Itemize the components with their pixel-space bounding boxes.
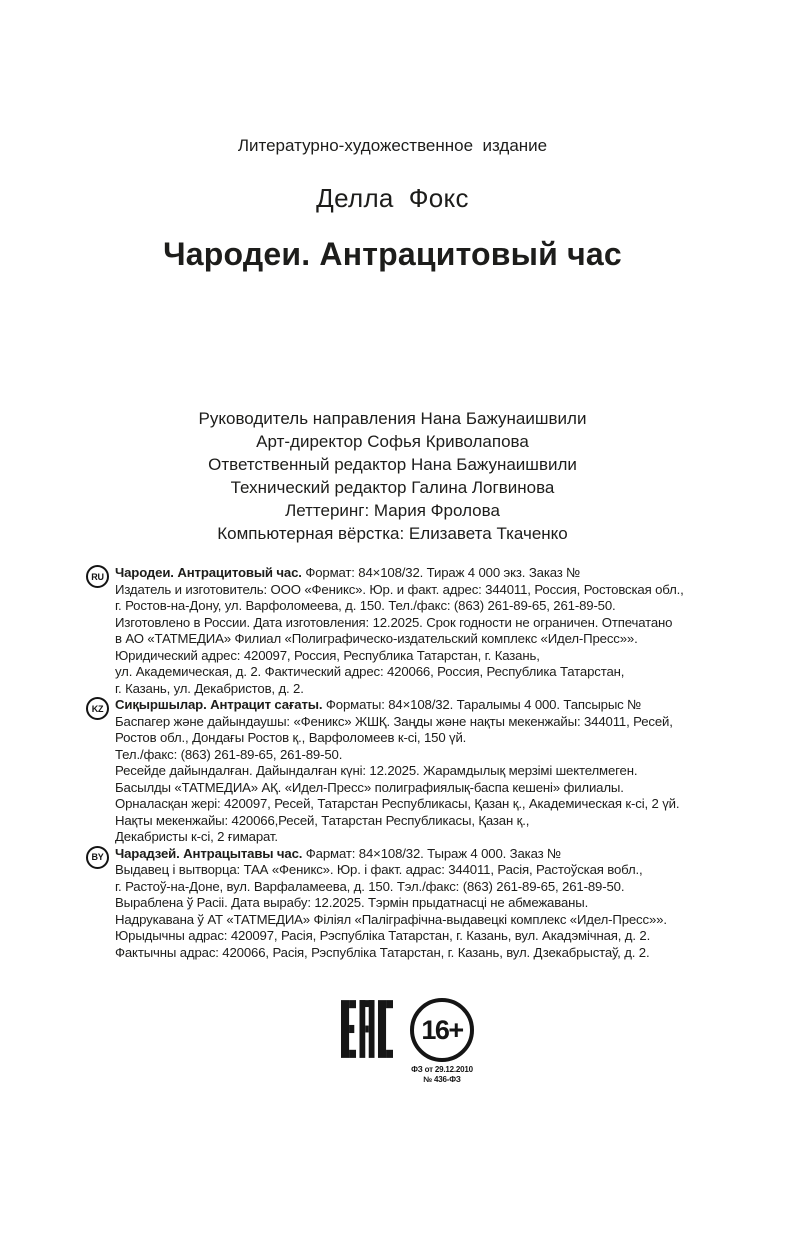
text-line: Компьютерная вёрстка: Елизавета Ткаченко	[217, 524, 568, 543]
text-line: Фактычны адрас: 420066, Расія, Рэспубліка Татарстан, г. Казань, вул. Дзекабрыстаў, д. 2.	[115, 944, 650, 960]
imprint-title-kz: Сиқыршылар. Антрацит сағаты.	[115, 697, 323, 712]
imprint-lines-by	[115, 862, 667, 961]
imprint-section-by	[86, 846, 785, 962]
text-line: Ответственный редактор Нана Бажунаишвили	[208, 455, 577, 474]
age-rating-law-reference	[411, 1065, 473, 1084]
age-rating-group	[410, 998, 474, 1084]
edition-type-label: Литературно-художественное издание	[237, 136, 548, 155]
imprint-text-by	[115, 846, 667, 962]
text-line: Выдавец і вытворца: ТАА «Феникс». Юр. і факт. адрас: 344011, Расія, Растоўская вобл.,	[115, 862, 643, 877]
by-country-mark-icon: BY	[86, 846, 109, 869]
text-line: Леттеринг: Мария Фролова	[285, 501, 500, 520]
text-line: Руководитель направления Нана Бажунаишвили	[198, 409, 587, 428]
credits-list	[0, 407, 785, 545]
ru-country-mark-icon: RU	[86, 565, 109, 588]
text-line: ул. Академическая, д. 2. Фактический адрес: 420066, Россия, Республика Татарстан,	[115, 664, 625, 679]
text-line: Декабристы к-сі, 2 ғимарат.	[115, 829, 278, 844]
text-line: г. Ростов-на-Дону, ул. Варфоломеева, д. 150. Тел./факс: (863) 261-89-65, 261-89-50.	[115, 598, 616, 613]
age-rating-16-badge: 16+	[410, 998, 474, 1062]
imprint-section-kz	[86, 697, 785, 846]
text-line: Арт-директор Софья Криволапова	[256, 432, 529, 451]
imprint-first-line	[115, 697, 679, 714]
text-line: Басылды «ТАТМЕДИА» АҚ. «Идел-Пресс» полиграфиялық-баспа кешені» филиалы.	[115, 779, 624, 795]
text-line: Нақты мекенжайы: 420066,Ресей, Татарстан Республикасы, Қазан қ.,	[115, 812, 530, 828]
certification-marks	[15, 998, 785, 1084]
text-line: Юрыдычны адрас: 420097, Расія, Рэспубліка Татарстан, г. Казань, вул. Акадэмічная, д. 2.	[115, 928, 651, 943]
text-line: г. Растоў-на-Доне, вул. Варфаламеева, д. 150. Тэл./факс: (863) 261-89-65, 261-89-50.	[115, 878, 625, 894]
text-line: Юридический адрес: 420097, Россия, Республика Татарстан, г. Казань,	[115, 647, 540, 663]
text-line: Орналасқан жері: 420097, Ресей, Татарстан Республикасы, Қазан қ., Академическая к-сі, 2 үй.	[115, 796, 680, 811]
imprint-title-rest-by: Фармат: 84×108/32. Тыраж 4 000. Заказ №	[302, 845, 562, 861]
law-ref-line1: ФЗ от 29.12.2010	[411, 1065, 473, 1074]
eac-conformity-icon	[341, 1000, 393, 1058]
text-line: Надрукавана ў АТ «ТАТМЕДИА» Філіял «Паліграфічна-выдавецкі комплекс «Идел-Пресс»».	[115, 911, 667, 927]
imprint-title-rest-ru: Формат: 84×108/32. Тираж 4 000 экз. Заказ №	[301, 565, 581, 580]
text-line: Изготовлено в России. Дата изготовления: 12.2025. Срок годности не ограничен. Отпечатано	[115, 614, 673, 630]
text-line: в АО «ТАТМЕДИА» Филиал «Полиграфическо-издательский комплекс «Идел-Пресс»».	[115, 631, 638, 646]
imprint-first-line	[115, 846, 667, 863]
imprint-section-ru	[86, 565, 785, 697]
imprint-lines-ru	[115, 582, 684, 698]
kz-country-mark-icon: KZ	[86, 697, 109, 720]
imprint-lines-kz	[115, 714, 679, 846]
imprint-first-line	[115, 565, 684, 582]
imprint-title-by: Чарадзей. Антрацытавы час.	[115, 845, 303, 861]
text-line: Тел./факс: (863) 261-89-65, 261-89-50.	[115, 746, 343, 762]
imprint-title-rest-kz: Форматы: 84×108/32. Таралымы 4 000. Тапсырыс №	[322, 697, 642, 712]
law-ref-line2: № 436-ФЗ	[423, 1074, 461, 1084]
text-line: г. Казань, ул. Декабристов, д. 2.	[115, 680, 304, 696]
text-line: Выраблена ў Расіі. Дата вырабу: 12.2025. Тэрмін прыдатнасці не абмежаваны.	[115, 895, 589, 910]
text-line: Ресейде дайындалған. Дайындалған күні: 12.2025. Жарамдылық мерзімі шектелмеген.	[115, 763, 638, 778]
imprint-text-kz	[115, 697, 679, 846]
author-name: Делла Фокс	[316, 183, 469, 213]
text-line: Ростов обл., Дондағы Ростов қ., Варфоломеев к-сі, 150 үй.	[115, 730, 467, 745]
imprint-text-ru	[115, 565, 684, 697]
imprint-title-ru: Чародеи. Антрацитовый час.	[115, 565, 302, 580]
book-title: Чародеи. Антрацитовый час	[163, 236, 622, 272]
text-line: Баспагер және дайындаушы: «Феникс» ЖШҚ. Заңды және нақты мекенжайы: 344011, Ресей,	[115, 713, 673, 729]
imprint-sections	[0, 565, 785, 961]
text-line: Издатель и изготовитель: ООО «Феникс». Юр. и факт. адрес: 344011, Россия, Ростовская обл.,	[115, 581, 684, 597]
text-line: Технический редактор Галина Логвинова	[230, 478, 555, 497]
